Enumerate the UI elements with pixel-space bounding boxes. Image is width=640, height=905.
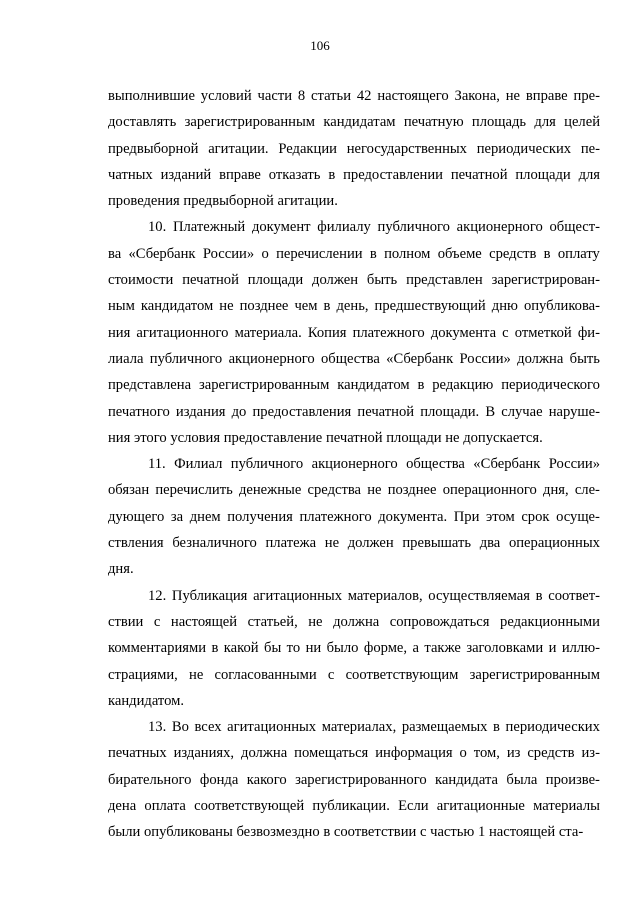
text-line: доставлять зарегистрированным кандидатам печатную площадь для целей: [108, 114, 600, 131]
text-line: были опубликованы безвозмездно в соответствии с частью 1 настоящей ста-: [108, 824, 584, 841]
text-line: выполнившие условий части 8 статьи 42 настоящего Закона, не вправе пре-: [108, 88, 600, 104]
text-line: ния этого условия предоставление печатной площади не допускается.: [108, 429, 543, 446]
text-line: 13. Во всех агитационных материалах, размещаемых в периодических: [148, 719, 600, 736]
paragraph-item-12: [108, 583, 600, 714]
text-line: печатных изданиях, должна помещаться информация о том, из средств из-: [108, 745, 600, 762]
text-line: 12. Публикация агитационных материалов, осуществляемая в соответ-: [148, 587, 600, 604]
paragraph-continuation: [108, 83, 600, 214]
text-line: страциями, не согласованными с соответствующим зарегистрированным: [108, 666, 600, 683]
page-number: 106: [310, 38, 330, 53]
paragraph-item-10: [108, 214, 600, 451]
paragraph-item-13: [108, 714, 600, 845]
text-line: печатного издания до предоставления печатной площади. В случае наруше-: [108, 403, 600, 420]
text-line: стоимости печатной площади должен быть представлен зарегистрирован-: [108, 272, 600, 289]
document-body: [108, 83, 600, 846]
text-line: представлена зарегистрированным кандидатом в редакцию периодического: [108, 377, 600, 394]
text-line: дена оплата соответствующей публикации. Если агитационные материалы: [108, 798, 600, 815]
text-line: комментариями в какой бы то ни было форме, а также заголовками и иллю-: [108, 640, 600, 657]
text-line: дня.: [108, 561, 134, 578]
text-line: ва «Сбербанк России» о перечислении в полном объеме средств в оплату: [108, 245, 600, 262]
text-line: предвыборной агитации. Редакции негосударственных периодических пе-: [108, 140, 600, 157]
text-line: 11. Филиал публичного акционерного общества «Сбербанк России»: [148, 456, 600, 473]
text-line: ствления безналичного платежа не должен превышать два операционных: [108, 535, 600, 552]
text-line: дующего за днем получения платежного документа. При этом срок осуще-: [108, 508, 600, 525]
text-line: ным кандидатом не позднее чем в день, предшествующий дню опубликова-: [108, 298, 600, 315]
text-line: ния агитационного материала. Копия платежного документа с отметкой фи-: [108, 324, 600, 341]
text-line: обязан перечислить денежные средства не позднее операционного дня, сле-: [108, 482, 600, 499]
text-line: бирательного фонда какого зарегистрированного кандидата была произве-: [108, 771, 600, 788]
paragraph-item-11: [108, 451, 600, 582]
text-line: проведения предвыборной агитации.: [108, 193, 338, 210]
text-line: ствии с настоящей статьей, не должна сопровождаться редакционными: [108, 613, 600, 630]
text-line: 10. Платежный документ филиалу публичного акционерного общест-: [148, 219, 600, 236]
text-line: лиала публичного акционерного общества «Сбербанк России» должна быть: [108, 350, 600, 367]
text-line: кандидатом.: [108, 692, 185, 709]
text-line: чатных изданий вправе отказать в предоставлении печатной площади для: [108, 166, 600, 183]
